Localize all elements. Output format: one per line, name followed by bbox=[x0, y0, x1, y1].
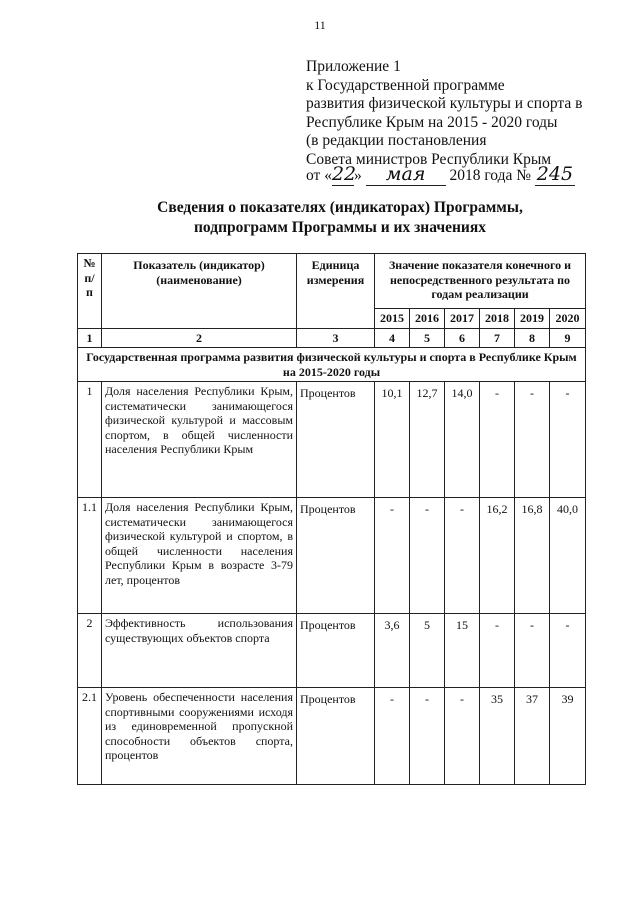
year-cell: 2015 bbox=[375, 309, 410, 329]
value-cell: 35 bbox=[480, 688, 515, 785]
value-cell: - bbox=[480, 382, 515, 498]
decree-date-line bbox=[306, 163, 575, 187]
appendix-line: к Государственной программе bbox=[306, 76, 505, 94]
year-cell: 2019 bbox=[515, 309, 550, 329]
value-cell: 37 bbox=[515, 688, 550, 785]
value-cell: 16,2 bbox=[480, 498, 515, 614]
appendix-line: Республике Крым на 2015 - 2020 годы bbox=[306, 113, 558, 131]
column-number: 6 bbox=[445, 328, 480, 348]
indicator-name: Уровень обеспеченности населения спортивными сооружениями исходя из единовременной пропускной способности объектов спорта, процентов bbox=[102, 688, 297, 785]
table-row bbox=[78, 382, 586, 498]
value-cell: - bbox=[410, 688, 445, 785]
page-number: 11 bbox=[314, 18, 326, 32]
date-mid: » bbox=[353, 167, 362, 184]
row-number: 2 bbox=[78, 614, 102, 688]
year-cell: 2016 bbox=[410, 309, 445, 329]
column-number: 7 bbox=[480, 328, 515, 348]
column-number: 2 bbox=[102, 328, 297, 348]
value-cell: 14,0 bbox=[445, 382, 480, 498]
value-cell: - bbox=[550, 614, 586, 688]
row-number: 2.1 bbox=[78, 688, 102, 785]
value-cell: - bbox=[375, 688, 410, 785]
column-number: 5 bbox=[410, 328, 445, 348]
column-number: 8 bbox=[515, 328, 550, 348]
appendix-line: Совета министров Республики Крым bbox=[306, 150, 552, 168]
value-cell: - bbox=[480, 614, 515, 688]
value-cell: 12,7 bbox=[410, 382, 445, 498]
column-number-row bbox=[78, 328, 586, 348]
unit-cell: Процентов bbox=[297, 688, 375, 785]
value-cell: - bbox=[515, 614, 550, 688]
year-text: 2018 года № bbox=[449, 167, 532, 184]
unit-cell: Процентов bbox=[297, 614, 375, 688]
indicator-name: Эффективность использования существующих объектов спорта bbox=[102, 614, 297, 688]
header-indicator: Показатель (индикатор) (наименование) bbox=[102, 254, 297, 329]
handwritten-month: мая bbox=[366, 163, 446, 186]
value-cell: 40,0 bbox=[550, 498, 586, 614]
value-cell: 16,8 bbox=[515, 498, 550, 614]
unit-cell: Процентов bbox=[297, 382, 375, 498]
title-line-2: подпрограмм Программы и их значениях bbox=[194, 219, 486, 236]
section-row bbox=[78, 348, 586, 382]
unit-cell: Процентов bbox=[297, 498, 375, 614]
value-cell: 10,1 bbox=[375, 382, 410, 498]
value-cell: - bbox=[515, 382, 550, 498]
table-row bbox=[78, 688, 586, 785]
row-number: 1 bbox=[78, 382, 102, 498]
appendix-line: Приложение 1 bbox=[306, 58, 401, 75]
appendix-line: (в редакции постановления bbox=[306, 132, 487, 149]
header-unit: Единица измерения bbox=[297, 254, 375, 329]
appendix-block bbox=[306, 58, 582, 169]
indicator-name: Доля населения Республики Крым, систематически занимающегося физической культурой и массовым спортом, в общей численности населения Республики Крым bbox=[102, 382, 297, 498]
header-no: № п/п bbox=[78, 254, 102, 329]
header-row bbox=[78, 254, 586, 309]
table-row bbox=[78, 614, 586, 688]
value-cell: - bbox=[445, 688, 480, 785]
handwritten-decree-number: 245 bbox=[536, 163, 574, 185]
column-number: 1 bbox=[78, 328, 102, 348]
value-cell: - bbox=[445, 498, 480, 614]
column-number: 9 bbox=[550, 328, 586, 348]
header-values: Значение показателя конечного и непосредственного результата по годам реализации bbox=[375, 254, 586, 309]
date-prefix: от « bbox=[306, 167, 332, 184]
appendix-line: развития физической культуры и спорта в bbox=[306, 95, 583, 112]
value-cell: 5 bbox=[410, 614, 445, 688]
indicators-table bbox=[77, 253, 586, 785]
value-cell: - bbox=[375, 498, 410, 614]
value-cell: 15 bbox=[445, 614, 480, 688]
title-line-1: Сведения о показателях (индикаторах) Программы, bbox=[157, 199, 523, 216]
year-cell: 2017 bbox=[445, 309, 480, 329]
year-cell: 2018 bbox=[480, 309, 515, 329]
column-number: 3 bbox=[297, 328, 375, 348]
document-title bbox=[60, 198, 620, 238]
value-cell: - bbox=[550, 382, 586, 498]
handwritten-day: 22 bbox=[331, 163, 357, 185]
section-title: Государственная программа развития физической культуры и спорта в Республике Крым на 2015-2020 годы bbox=[78, 348, 586, 382]
row-number: 1.1 bbox=[78, 498, 102, 614]
table-row bbox=[78, 498, 586, 614]
year-cell: 2020 bbox=[550, 309, 586, 329]
value-cell: - bbox=[410, 498, 445, 614]
value-cell: 3,6 bbox=[375, 614, 410, 688]
column-number: 4 bbox=[375, 328, 410, 348]
indicator-name: Доля населения Республики Крым, систематически занимающегося физической культурой и спортом, в общей численности населения Республики Крым в возрасте 3-79 лет, процентов bbox=[102, 498, 297, 614]
value-cell: 39 bbox=[550, 688, 586, 785]
